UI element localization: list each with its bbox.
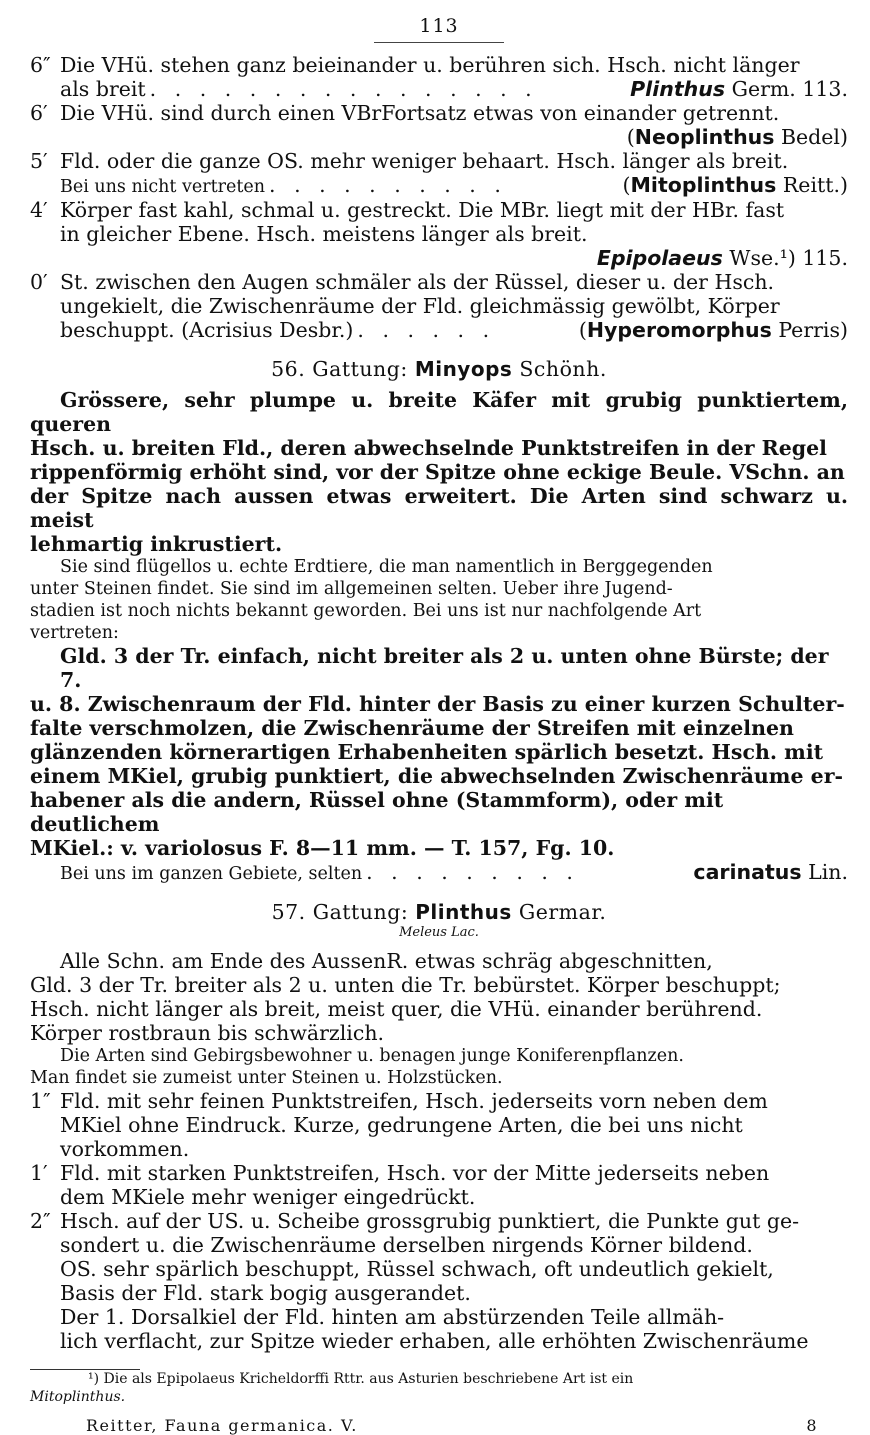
key-result-line [60, 318, 848, 342]
text-line: rippenförmig erhöht sind, vor der Spitze ohne eckige Beule. VSchn. an [30, 460, 845, 484]
key-number: 1′ [30, 1161, 48, 1185]
text-line: Gld. 3 der Tr. einfach, nicht breiter als 2 u. unten ohne Bürste; der 7. [60, 644, 829, 692]
key-number: 6″ [30, 53, 51, 77]
genus-author: Wse.¹) 115. [729, 246, 848, 270]
key-text: dem MKiele mehr weniger eingedrückt. [60, 1185, 476, 1209]
text-line: Alle Schn. am Ende des AussenR. etwas schräg abgeschnitten, [60, 949, 713, 973]
genus-number: 57. Gattung: [271, 900, 409, 924]
genus-author: Perris) [778, 318, 848, 342]
genus-heading [30, 899, 848, 925]
page [30, 14, 848, 1435]
key-result-line [60, 173, 848, 198]
species-distribution [30, 860, 848, 885]
text-line: Körper rostbraun bis schwärzlich. [30, 1021, 385, 1045]
genus-name: Plinthus [630, 77, 726, 101]
text-line: Der 1. Dorsalkiel der Fld. hinten am abstürzenden Teile allmäh- [60, 1305, 725, 1329]
key-number: 2″ [30, 1209, 51, 1233]
key-text: St. zwischen den Augen schmäler als der Rüssel, dieser u. der Hsch. [60, 270, 775, 294]
key-text: vorkommen. [60, 1137, 190, 1161]
genus-ref: (Neoplinthus Bedel) [626, 125, 848, 149]
key-text: Basis der Fld. stark bogig ausgerandet. [60, 1281, 471, 1305]
page-number: 113 [419, 15, 459, 37]
key-entry [30, 149, 848, 198]
key-number: 5′ [30, 149, 48, 173]
text-line: glänzenden körnerartigen Erhabenheiten spärlich besetzt. Hsch. mit [30, 740, 824, 764]
text-line: lich verflacht, zur Spitze wieder erhaben, alle erhöhten Zwischenräume [60, 1329, 809, 1353]
leader-dots: . . . . . . [357, 318, 496, 342]
genus-author: Bedel) [780, 125, 848, 149]
key-entry [30, 198, 848, 270]
text-line: stadien ist noch nichts bekannt geworden. Bei uns ist nur nachfolgende Art [30, 601, 702, 621]
footnote [30, 1370, 848, 1406]
genus-author: Germar. [518, 900, 607, 924]
key-text: Die VHü. stehen ganz beieinander u. berühren sich. Hsch. nicht länger [60, 53, 800, 77]
key-number: 4′ [30, 198, 48, 222]
key-text: beschuppt. (Acrisius Desbr.) [60, 318, 354, 342]
text-line: falte verschmolzen, die Zwischenräume der Streifen mit einzelnen [30, 716, 794, 740]
key-entry [30, 101, 848, 149]
key-text: Bei uns nicht vertreten [60, 177, 266, 197]
key-continuation [30, 1305, 848, 1353]
genus-description [30, 949, 848, 1045]
leader-dots: . . . . . . . . . . [269, 173, 507, 197]
text-line: MKiel.: v. variolosus F. 8—11 mm. — T. 157, Fg. 10. [30, 836, 615, 860]
genus-number: 56. Gattung: [271, 357, 408, 381]
leader-dots: . . . . . . . . . [366, 860, 579, 884]
key-text: Fld. oder die ganze OS. mehr weniger behaart. Hsch. länger als breit. [60, 149, 789, 173]
signature-mark: 8 [806, 1416, 818, 1435]
key-text: ungekielt, die Zwischenräume der Fld. gleichmässig gewölbt, Körper [60, 294, 780, 318]
key-text: sondert u. die Zwischenräume derselben nirgends Körner bildend. [60, 1233, 753, 1257]
text-line: Gld. 3 der Tr. breiter als 2 u. unten die Tr. bebürstet. Körper beschuppt; [30, 973, 781, 997]
key-entry [30, 53, 848, 101]
text-line: unter Steinen findet. Sie sind im allgemeinen selten. Ueber ihre Jugend- [30, 579, 673, 599]
genus-note [30, 1045, 848, 1089]
text-line: Grössere, sehr plumpe u. breite Käfer mit grubig punktiertem, queren [30, 388, 848, 436]
text-line: Hsch. nicht länger als breit, meist quer, die VHü. einander berührend. [30, 997, 763, 1021]
text-line: Sie sind flügellos u. echte Erdtiere, die man namentlich in Berggegenden [60, 557, 713, 577]
genus-note [30, 556, 848, 644]
genus-name: Hyperomorphus [586, 318, 772, 342]
key-text: als breit [60, 77, 146, 101]
genus-ref: (Hyperomorphus Perris) [578, 318, 848, 342]
footnote-text: Mitoplinthus. [30, 1389, 126, 1405]
genus-author: Reitt.) [782, 173, 848, 197]
key-text: Körper fast kahl, schmal u. gestreckt. Die MBr. liegt mit der HBr. fast [60, 198, 785, 222]
footer-source: Reitter, Fauna germanica. V. [86, 1416, 358, 1435]
text-line: Die Arten sind Gebirgsbewohner u. benagen junge Koniferenpflanzen. [60, 1046, 684, 1066]
genus-name: Mitoplinthus [630, 173, 777, 197]
genus-name: Neoplinthus [634, 125, 775, 149]
genus-author: Germ. 113. [731, 77, 848, 101]
species-ref [693, 860, 848, 884]
text-line: lehmartig inkrustiert. [30, 532, 283, 556]
key-number: 1″ [30, 1089, 51, 1113]
key-text: Fld. mit sehr feinen Punktstreifen, Hsch. jederseits vorn neben dem [60, 1089, 768, 1113]
key-number: 0′ [30, 270, 48, 294]
genus-ref [60, 246, 848, 270]
distribution-text: Bei uns im ganzen Gebiete, selten [60, 864, 363, 884]
key-result-line [60, 77, 848, 101]
text-line: vertreten: [30, 623, 119, 643]
text-line: der Spitze nach aussen etwas erweitert. Die Arten sind schwarz u. meist [30, 484, 848, 532]
genus-ref: (Mitoplinthus Reitt.) [622, 173, 848, 197]
genus-author: Schönh. [519, 357, 607, 381]
species-author: Lin. [808, 860, 848, 884]
key-number: 6′ [30, 101, 48, 125]
genus-synonym: Meleus Lac. [399, 925, 479, 940]
genus-name: Plinthus [415, 900, 512, 924]
key-text: MKiel ohne Eindruck. Kurze, gedrungene Arten, die bei uns nicht [60, 1113, 743, 1137]
genus-name: Minyops [414, 357, 513, 381]
key-text: in gleicher Ebene. Hsch. meistens länger als breit. [60, 222, 588, 246]
key-text: Die VHü. sind durch einen VBrFortsatz etwas von einander getrennt. [60, 101, 780, 125]
leader-dots: . . . . . . . . . . . . . . . . [149, 77, 538, 101]
species-name: carinatus [693, 860, 802, 884]
key-text: OS. sehr spärlich beschuppt, Rüssel schwach, oft undeutlich gekielt, [60, 1257, 774, 1281]
key-entry [30, 1209, 848, 1305]
key-entry [30, 1161, 848, 1209]
text-line: u. 8. Zwischenraum der Fld. hinter der Basis zu einer kurzen Schulter- [30, 692, 845, 716]
genus-name: Epipolaeus [596, 246, 723, 270]
text-line: Man findet sie zumeist unter Steinen u. Holzstücken. [30, 1068, 503, 1088]
genus-heading [30, 356, 848, 382]
text-line: Hsch. u. breiten Fld., deren abwechselnde Punktstreifen in der Regel [30, 436, 827, 460]
key-entry [30, 1089, 848, 1161]
page-number-rule [374, 42, 504, 43]
species-description [30, 644, 848, 885]
footnote-text: ¹) Die als Epipolaeus Kricheldorffi Rttr. aus Asturien beschriebene Art ist ein [88, 1371, 634, 1387]
key-entry [30, 270, 848, 342]
text-line: habener als die andern, Rüssel ohne (Stammform), oder mit deutlichem [30, 788, 724, 836]
text-line: einem MKiel, grubig punktiert, die abwechselnden Zwischenräume er- [30, 764, 844, 788]
key-text: Hsch. auf der US. u. Scheibe grossgrubig punktiert, die Punkte gut ge- [60, 1209, 800, 1233]
page-footer [30, 1416, 848, 1435]
genus-ref [630, 77, 848, 101]
key-text: Fld. mit starken Punktstreifen, Hsch. vor der Mitte jederseits neben [60, 1161, 770, 1185]
genus-description [30, 388, 848, 556]
